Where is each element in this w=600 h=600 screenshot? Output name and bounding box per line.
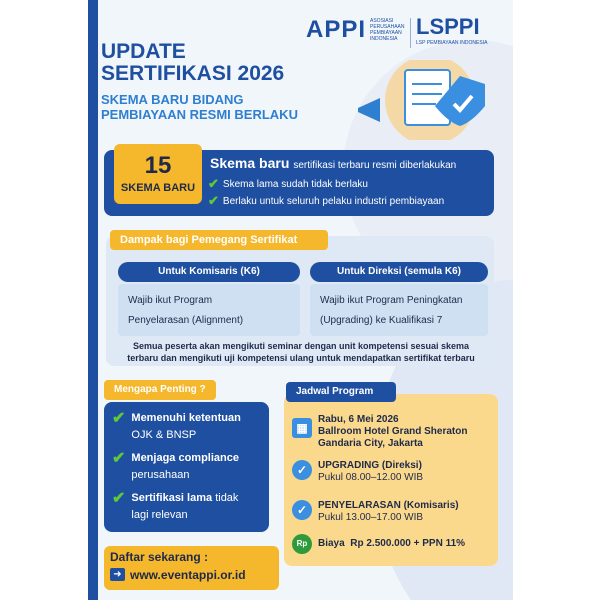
mengapa-item-rest: lagi relevan: [131, 509, 188, 521]
biaya-label: Biaya: [318, 538, 345, 549]
mengapa-item: [112, 410, 241, 444]
mengapa-item-bold: Menjaga compliance: [131, 452, 239, 464]
skema-count-label: SKEMA BARU: [120, 182, 196, 194]
mengapa-item-rest: OJK & BNSP: [131, 429, 197, 441]
skema-heading: [210, 155, 456, 171]
megaphone-icon: [358, 98, 380, 122]
jadwal-upgrading: [318, 460, 423, 484]
check-icon: ✔: [208, 193, 219, 208]
skema-count: 15: [144, 152, 172, 179]
calendar-icon: ▦: [292, 418, 312, 438]
page-subtitle: SKEMA BARU BIDANG PEMBIAYAAN RESMI BERLAKU: [101, 92, 298, 122]
page-title-line2: SERTIFIKASI 2026: [101, 62, 285, 85]
page-title-line1: UPDATE: [101, 40, 186, 63]
arrow-right-icon: ➜: [110, 568, 125, 581]
daftar-label: Daftar sekarang :: [110, 550, 209, 564]
skema-heading-note: sertifikasi terbaru resmi diberlakukan: [293, 160, 457, 171]
jadwal-city: Gandaria City, Jakarta: [318, 438, 423, 449]
jadwal-venue: Ballroom Hotel Grand Sheraton: [318, 426, 468, 437]
direksi-heading: Untuk Direksi (semula K6): [310, 262, 488, 282]
mengapa-tag: Mengapa Penting ?: [104, 380, 216, 400]
dampak-tag: Dampak bagi Pemegang Sertifikat: [110, 230, 328, 250]
mengapa-item-rest: perusahaan: [131, 469, 190, 481]
check-circle-icon: ✓: [292, 460, 312, 480]
penyelarasan-title: PENYELARASAN (Komisaris): [318, 500, 459, 511]
jadwal-date: Rabu, 6 Mei 2026: [318, 414, 399, 425]
mengapa-item-rest-inline: tidak: [215, 492, 239, 504]
penyelarasan-time: Pukul 13.00–17.00 WIB: [318, 512, 424, 523]
lsppi-logo: [416, 14, 487, 46]
upgrading-title: UPGRADING (Direksi): [318, 460, 422, 471]
komisaris-body: [118, 284, 300, 336]
mengapa-item-bold: Sertifikasi lama: [131, 492, 213, 504]
appi-logo: [306, 16, 418, 44]
mengapa-item-bold: Memenuhi ketentuan: [131, 412, 241, 424]
money-bag-icon: Rp: [292, 534, 312, 554]
check-icon: ✔: [112, 410, 126, 427]
illustration-icon: [350, 60, 500, 140]
mengapa-item: [112, 450, 239, 484]
biaya-value: Rp 2.500.000 + PPN 11%: [350, 538, 466, 549]
registration-link[interactable]: www.eventappi.or.id: [130, 568, 246, 582]
appi-logo-subtitle: ASOSIASI PERUSAHAAN PEMBIAYAAN INDONESIA: [370, 18, 405, 42]
jadwal-biaya: [318, 538, 465, 550]
check-icon: ✔: [208, 176, 219, 191]
jadwal-penyelarasan: [318, 500, 459, 524]
mengapa-item: [112, 490, 238, 524]
skema-point: [208, 176, 368, 192]
direksi-line: (Upgrading) ke Kualifikasi 7: [320, 315, 443, 326]
komisaris-line: Wajib ikut Program: [128, 295, 213, 306]
lsppi-logo-subtitle: LSP PEMBIAYAAN INDONESIA: [416, 40, 488, 46]
skema-point-text: Berlaku untuk seluruh pelaku industri pembiayaan: [222, 195, 445, 207]
skema-point-text: Skema lama sudah tidak berlaku: [222, 178, 368, 190]
skema-heading-text: Skema baru: [210, 155, 290, 171]
appi-logo-mark: APPI: [306, 16, 367, 43]
check-icon: ✔: [112, 450, 126, 467]
komisaris-line: Penyelarasan (Alignment): [128, 315, 244, 326]
jadwal-location: [318, 414, 467, 450]
logo-divider: [410, 18, 411, 48]
skema-count-badge: [114, 144, 202, 204]
skema-point: [208, 193, 444, 209]
direksi-body: [310, 284, 488, 336]
upgrading-time: Pukul 08.00–12.00 WIB: [318, 472, 424, 483]
jadwal-tag: Jadwal Program: [286, 382, 396, 402]
komisaris-heading: Untuk Komisaris (K6): [118, 262, 300, 282]
direksi-line: Wajib ikut Program Peningkatan: [320, 295, 463, 306]
dampak-note: Semua peserta akan mengikuti seminar dengan unit kompetensi sesuai skema terbaru dan mengikuti uji kompetensi ulang untuk mendapatkan sertifikat terbaru: [127, 341, 475, 363]
check-icon: ✔: [112, 490, 126, 507]
check-circle-icon: ✓: [292, 500, 312, 520]
lsppi-logo-mark: LSPPI: [416, 14, 480, 39]
